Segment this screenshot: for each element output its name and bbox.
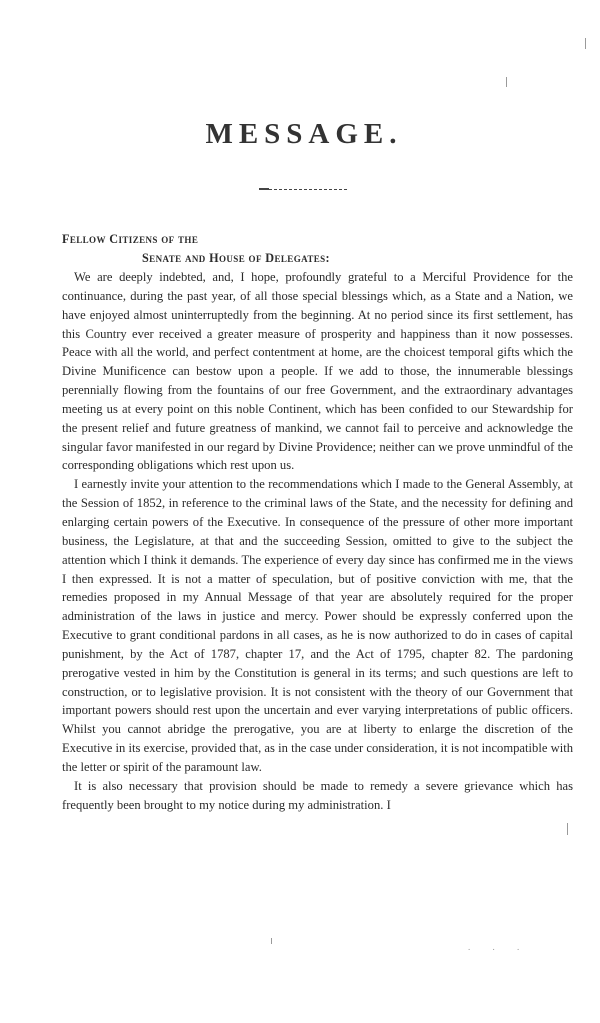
scan-mark (271, 938, 272, 944)
scan-speckle: . . . (468, 942, 530, 952)
scan-mark (506, 77, 507, 87)
paragraph: It is also necessary that provision should be made to remedy a severe grievance which has frequently been brought to my notice during my administration. I (62, 778, 573, 812)
salutation-line-1: Fellow Citizens of the (62, 232, 199, 246)
page-title: MESSAGE. (205, 118, 403, 150)
salutation-line-2: Senate and House of Delegates: (142, 251, 331, 265)
title-divider (259, 189, 347, 190)
message-body (62, 268, 573, 814)
paragraph: I earnestly invite your attention to the recommendations which I made to the General Assembly, at the Session of 1852, in reference to the criminal laws of the State, and the necessity for defining and enlarging certain powers of the Executive. In consequence of the pressure of other more important business, the Legislature, at that and the succeeding Session, omitted to give to the subject the attention which I think it demands. The experience of every day since has confirmed me in the views I then expressed. It is not a matter of speculation, but of positive conviction with me, that the remedies proposed in my Annual Message of that year are absolutely required for the proper administration of the laws in justice and mercy. Power should be expressly conferred upon the Executive to grant conditional pardons in all cases, as he is now authorized to do in cases of capital punishment, by the Act of 1787, chapter 17, and the Act of 1795, chapter 82. The pardoning prerogative vested in him by the Constitution is general in its terms; and such questions are left to construction, or to legislative provision. It is not consistent with the theory of our Government that important powers should rest upon the uncertain and ever varying interpretations of public officers. Whilst you cannot abridge the prerogative, you are at liberty to enlarge the discretion of the Executive in its exercise, provided that, as in the case under consideration, it is not incompatible with the letter or spirit of the paramount law. (62, 477, 573, 774)
paragraph: We are deeply indebted, and, I hope, profoundly grateful to a Merciful Providence for the continuance, during the past year, of all those special blessings which, as a State and a Nation, we have enjoyed almost uninterruptedly from the beginning. At no period since its first settlement, has this Country ever received a greater measure of prosperity and happiness than it now possesses. Peace with all the world, and perfect contentment at home, are the choicest temporal gifts which the Divine Munificence can bestow upon a people. If we add to those, the innumerable blessings perennially flowing from the fountains of our free Government, and the extraordinary advantages meeting us at every point on this noble Continent, which has been confided to our Stewardship for the present relief and future greatness of mankind, we cannot fail to perceive and acknowledge the singular favor manifested in our regard by Divine Providence; neither can we prove unmindful of the corresponding obligations which rest upon us. (62, 270, 573, 473)
scan-mark (585, 38, 586, 49)
scan-mark (567, 823, 568, 835)
salutation (62, 230, 552, 268)
